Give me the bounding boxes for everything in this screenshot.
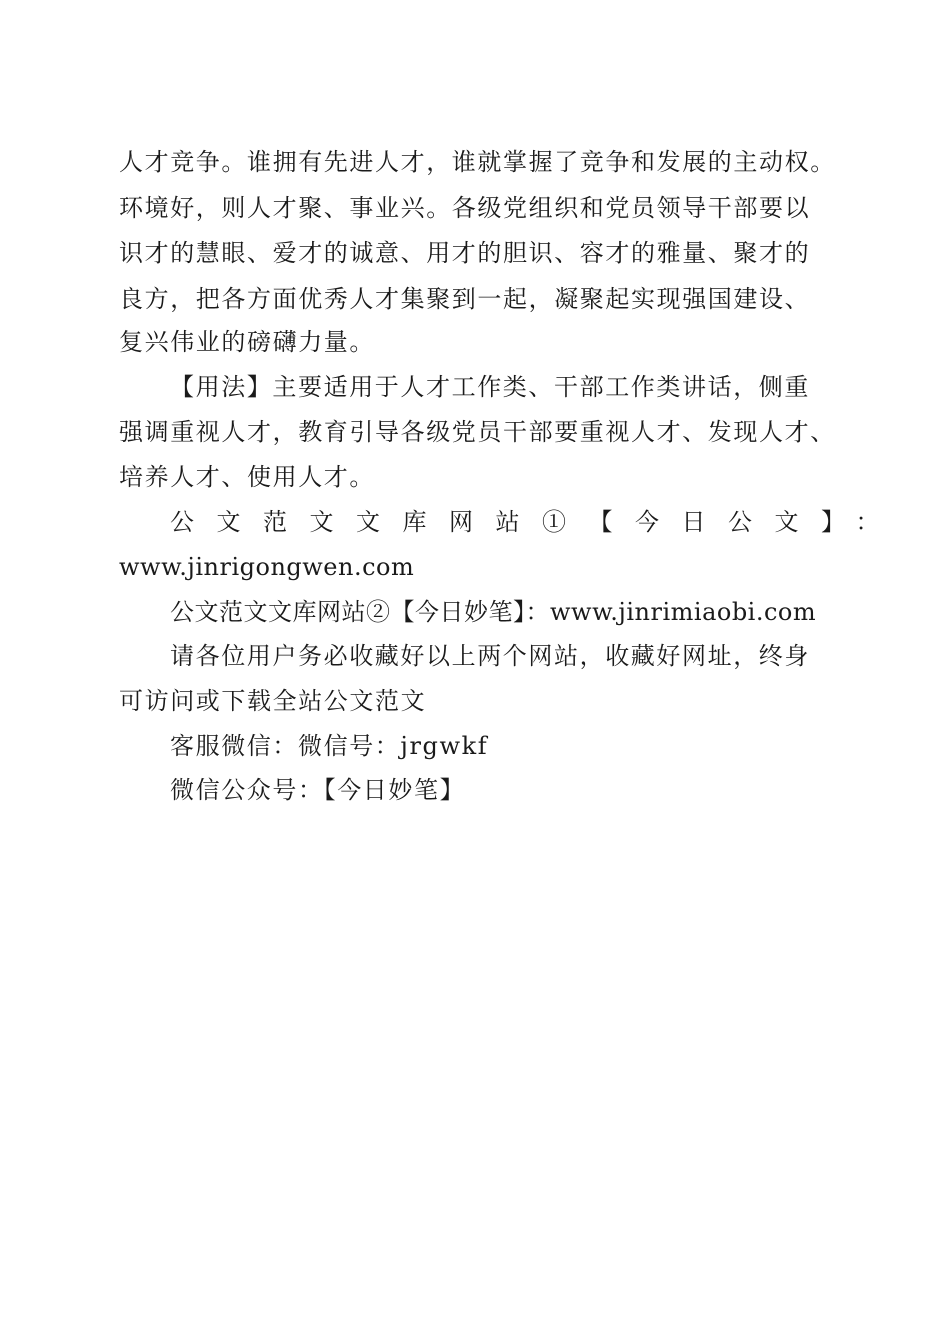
paragraph-2-line-1: 【用法】主要适用于人才工作类、干部工作类讲话，侧重: [170, 373, 810, 401]
paragraph-1-line-1: 人才竞争。谁拥有先进人才，谁就掌握了竞争和发展的主动权。: [119, 148, 836, 176]
site-1-url[interactable]: www.jinrigongwen.com: [119, 553, 415, 581]
paragraph-1-line-3: 识才的慧眼、爱才的诚意、用才的胆识、容才的雅量、聚才的: [119, 239, 811, 267]
site-2-line: 公文范文文库网站②【今日妙笔】：www.jinrimiaobi.com: [170, 598, 817, 626]
service-wechat-line: 客服微信：微信号：jrgwkf: [170, 732, 489, 760]
paragraph-1-line-5: 复兴伟业的磅礴力量。: [119, 328, 375, 356]
paragraph-1-line-2: 环境好，则人才聚、事业兴。各级党组织和党员领导干部要以: [119, 194, 811, 222]
paragraph-2-line-2: 强调重视人才，教育引导各级党员干部要重视人才、发现人才、: [119, 418, 836, 446]
paragraph-2-line-3: 培养人才、使用人才。: [119, 463, 375, 491]
notice-line-2: 可访问或下载全站公文范文: [119, 687, 427, 715]
site-1-label: 公文范文文库网站①【今日公文】：: [170, 508, 902, 536]
official-account-line: 微信公众号：【今日妙笔】: [170, 776, 466, 804]
paragraph-1-line-4: 良方，把各方面优秀人才集聚到一起，凝聚起实现强国建设、: [119, 285, 811, 313]
notice-line-1: 请各位用户务必收藏好以上两个网站，收藏好网址，终身: [170, 642, 810, 670]
